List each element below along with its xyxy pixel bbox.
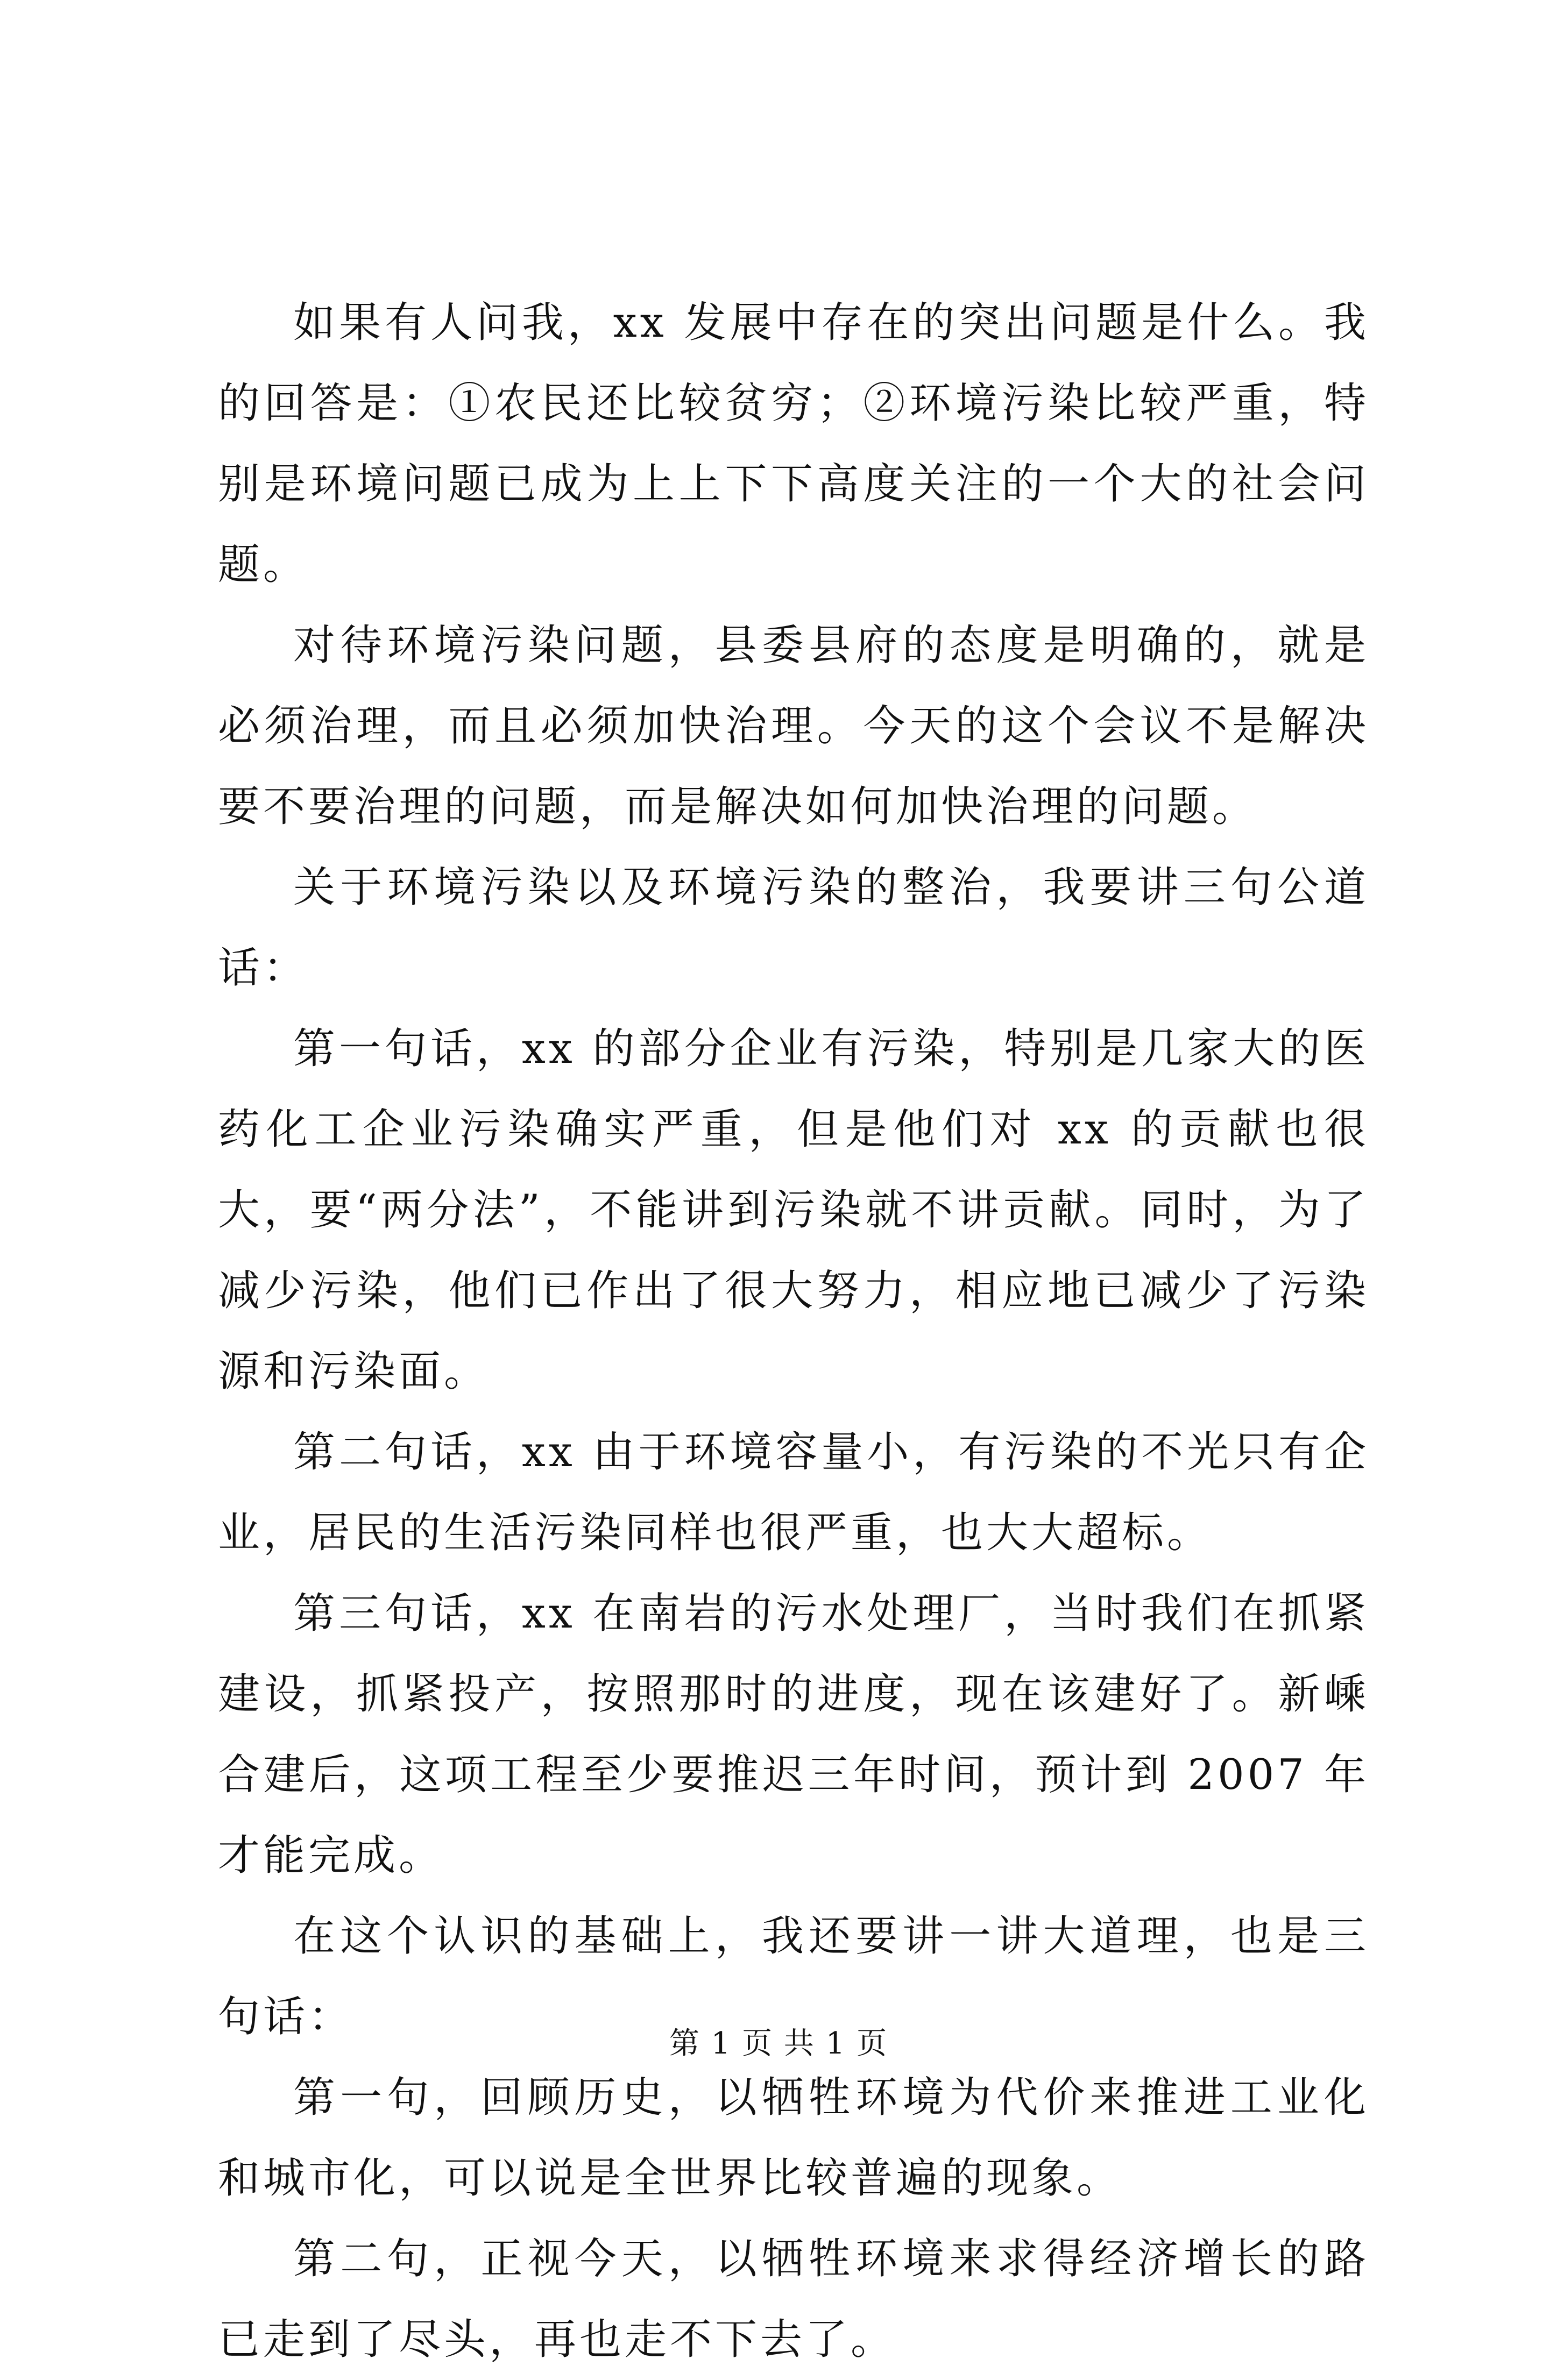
page-number-label: 第 1 页 共 1 页 (669, 2026, 888, 2061)
paragraph-3: 关于环境污染以及环境污染的整治，我要讲三句公道话： (218, 863, 1369, 992)
paragraph-9: 第二句，正视今天，以牺牲环境来求得经济增长的路已走到了尽头，再也走不下去了。 (218, 2235, 1369, 2364)
paragraph-8: 第一句，回顾历史，以牺牲环境为代价来推进工业化和城市化，可以说是全世界比较普遍的现象。 (218, 2073, 1369, 2203)
paragraph-2: 对待环境污染问题，县委县府的态度是明确的，就是必须治理，而且必须加快治理。今天的这个会议不是解决要不要治理的问题，而是解决如何加快治理的问题。 (218, 621, 1369, 831)
document-body (218, 282, 1369, 2380)
paragraph-4: 第一句话，xx 的部分企业有污染，特别是几家大的医药化工企业污染确实严重，但是他们对 xx 的贡献也很大，要“两分法”，不能讲到污染就不讲贡献。同时，为了减少污染，他们已作出了很大努力，相应地已减少了污染源和污染面。 (218, 1025, 1369, 1396)
paragraph-5: 第二句话，xx 由于环境容量小，有污染的不光只有企业，居民的生活污染同样也很严重，也大大超标。 (218, 1428, 1369, 1557)
paragraph-1: 如果有人问我，xx 发展中存在的突出问题是什么。我的回答是：①农民还比较贫穷；②环境污染比较严重，特别是环境问题已成为上上下下高度关注的一个大的社会问题。 (218, 299, 1369, 589)
page-footer (0, 2022, 1557, 2065)
paragraph-6: 第三句话，xx 在南岩的污水处理厂，当时我们在抓紧建设，抓紧投产，按照那时的进度，现在该建好了。新嵊合建后，这项工程至少要推迟三年时间，预计到 2007 年才能完成。 (218, 1589, 1369, 1880)
paragraph-7: 在这个认识的基础上，我还要讲一讲大道理，也是三句话： (218, 1912, 1369, 2041)
